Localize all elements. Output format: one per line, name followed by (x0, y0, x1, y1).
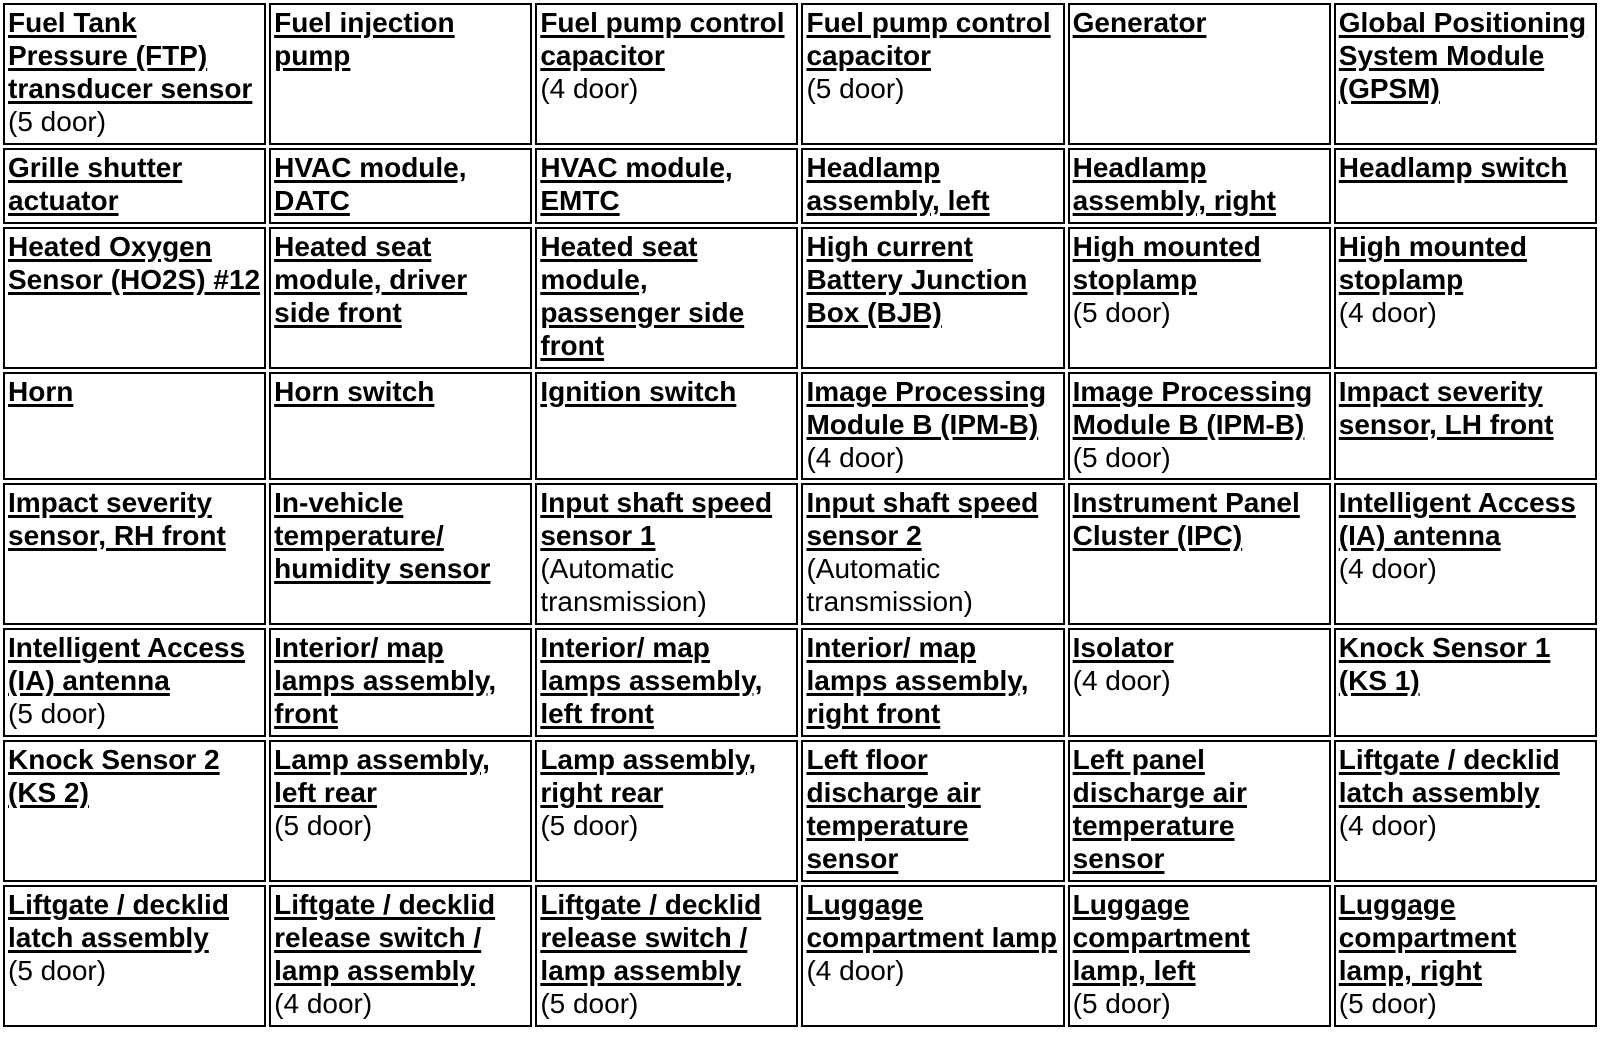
table-cell (269, 372, 532, 480)
component-link[interactable]: Luggage compartment lamp, right (1338, 889, 1517, 986)
component-link[interactable]: Generator (1072, 7, 1207, 38)
table-cell (801, 885, 1064, 1027)
component-link[interactable]: Ignition switch (540, 376, 737, 407)
component-link[interactable]: Liftgate / decklid release switch / lamp assembly (540, 889, 762, 986)
table-cell (3, 3, 266, 145)
component-note: (4 door) (1072, 665, 1171, 696)
table-cell (3, 483, 266, 625)
component-note: (4 door) (806, 955, 905, 986)
table-cell (801, 372, 1064, 480)
component-link[interactable]: Liftgate / decklid release switch / lamp assembly (274, 889, 496, 986)
component-note: (5 door) (1072, 988, 1171, 1019)
component-link[interactable]: Left floor discharge air temperature sensor (806, 744, 981, 874)
component-link[interactable]: High mounted stoplamp (1338, 231, 1527, 295)
component-link[interactable]: Fuel injection pump (274, 7, 455, 71)
table-cell (801, 3, 1064, 145)
table-cell (535, 885, 798, 1027)
component-link[interactable]: Headlamp assembly, right (1072, 152, 1276, 216)
table-cell (1068, 628, 1331, 737)
component-note: (5 door) (274, 810, 373, 841)
table-cell (1334, 483, 1597, 625)
component-link[interactable]: Isolator (1072, 632, 1174, 663)
table-cell (269, 148, 532, 224)
component-link[interactable]: Heated seat module, driver side front (274, 231, 468, 328)
component-link[interactable]: Luggage compartment lamp, left (1072, 889, 1250, 986)
table-cell (269, 885, 532, 1027)
component-link[interactable]: Lamp assembly, left rear (274, 744, 490, 808)
table-cell (3, 628, 266, 737)
component-note: (4 door) (274, 988, 373, 1019)
component-link[interactable]: Left panel discharge air temperature sensor (1072, 744, 1247, 874)
table-cell (269, 3, 532, 145)
component-link[interactable]: Image Processing Module B (IPM-B) (806, 376, 1047, 440)
component-link[interactable]: Impact severity sensor, LH front (1338, 376, 1554, 440)
component-note: (5 door) (540, 988, 639, 1019)
component-note: (4 door) (1338, 810, 1437, 841)
component-link[interactable]: Input shaft speed sensor 2 (806, 487, 1039, 551)
component-note: (5 door) (540, 810, 639, 841)
component-link[interactable]: High mounted stoplamp (1072, 231, 1261, 295)
component-note: (5 door) (1072, 297, 1171, 328)
component-link[interactable]: Fuel Tank Pressure (FTP) transducer sensor (8, 7, 253, 104)
component-link[interactable]: Knock Sensor 2 (KS 2) (8, 744, 220, 808)
table-cell (801, 740, 1064, 882)
component-link[interactable]: Fuel pump control capacitor (540, 7, 785, 71)
table-cell (269, 740, 532, 882)
table-cell (535, 3, 798, 145)
component-link[interactable]: Intelligent Access (IA) antenna (8, 632, 246, 696)
table-cell (3, 227, 266, 369)
table-cell (1334, 227, 1597, 369)
component-link[interactable]: Heated Oxygen Sensor (HO2S) #12 (8, 231, 261, 295)
component-link[interactable]: Liftgate / decklid latch assembly (1338, 744, 1560, 808)
component-note: (5 door) (8, 698, 107, 729)
table-cell (3, 372, 266, 480)
component-link[interactable]: Interior/ map lamps assembly, front (274, 632, 497, 729)
table-cell (3, 885, 266, 1027)
table-cell (801, 628, 1064, 737)
table-row (3, 227, 1597, 369)
component-link[interactable]: Grille shutter actuator (8, 152, 183, 216)
table-cell (1068, 227, 1331, 369)
component-link[interactable]: Input shaft speed sensor 1 (540, 487, 773, 551)
table-cell (1334, 148, 1597, 224)
table-cell (1068, 483, 1331, 625)
component-link[interactable]: Lamp assembly, right rear (540, 744, 757, 808)
table-row (3, 372, 1597, 480)
table-cell (1334, 3, 1597, 145)
component-link[interactable]: Headlamp switch (1338, 152, 1568, 183)
component-link[interactable]: Image Processing Module B (IPM-B) (1072, 376, 1313, 440)
component-note: (5 door) (806, 73, 905, 104)
table-cell (3, 148, 266, 224)
table-cell (1334, 372, 1597, 480)
component-note: (5 door) (1338, 988, 1437, 1019)
table-cell (535, 628, 798, 737)
table-cell (1068, 885, 1331, 1027)
component-link[interactable]: Horn (8, 376, 74, 407)
table-row (3, 148, 1597, 224)
table-cell (801, 148, 1064, 224)
table-row (3, 483, 1597, 625)
table-cell (535, 148, 798, 224)
component-link[interactable]: Instrument Panel Cluster (IPC) (1072, 487, 1300, 551)
table-cell (1334, 628, 1597, 737)
component-link[interactable]: HVAC module, DATC (274, 152, 467, 216)
component-note: (4 door) (806, 442, 905, 473)
table-cell (269, 628, 532, 737)
component-link[interactable]: Fuel pump control capacitor (806, 7, 1051, 71)
component-link[interactable]: High current Battery Junction Box (BJB) (806, 231, 1028, 328)
component-note: (4 door) (1338, 553, 1437, 584)
table-cell (535, 740, 798, 882)
component-note: (5 door) (8, 955, 107, 986)
table-cell (535, 227, 798, 369)
component-note: (Automatic transmission) (806, 553, 973, 617)
table-cell (1334, 740, 1597, 882)
table-cell (269, 483, 532, 625)
component-note: (Automatic transmission) (540, 553, 707, 617)
table-row (3, 885, 1597, 1027)
table-cell (3, 740, 266, 882)
component-note: (4 door) (1338, 297, 1437, 328)
table-row (3, 628, 1597, 737)
component-note: (4 door) (540, 73, 639, 104)
table-cell (1068, 740, 1331, 882)
table-cell (1334, 885, 1597, 1027)
component-link[interactable]: Interior/ map lamps assembly, right front (806, 632, 1029, 729)
component-link[interactable]: Headlamp assembly, left (806, 152, 990, 216)
component-link[interactable]: Horn switch (274, 376, 435, 407)
table-cell (535, 372, 798, 480)
component-link[interactable]: Knock Sensor 1 (KS 1) (1338, 632, 1551, 696)
component-link[interactable]: Intelligent Access (IA) antenna (1338, 487, 1576, 551)
component-link[interactable]: Luggage compartment lamp (806, 889, 1057, 953)
table-cell (269, 227, 532, 369)
table-cell (1068, 148, 1331, 224)
component-note: (5 door) (8, 106, 107, 137)
component-link[interactable]: In-vehicle temperature/ humidity sensor (274, 487, 491, 584)
table-cell (801, 227, 1064, 369)
table-cell (535, 483, 798, 625)
table-row (3, 3, 1597, 145)
component-table-body (3, 3, 1597, 1027)
table-cell (801, 483, 1064, 625)
component-link[interactable]: Heated seat module, passenger side front (540, 231, 745, 361)
component-link[interactable]: HVAC module, EMTC (540, 152, 733, 216)
table-cell (1068, 3, 1331, 145)
table-row (3, 740, 1597, 882)
component-link[interactable]: Global Positioning System Module (GPSM) (1338, 7, 1587, 104)
component-link[interactable]: Interior/ map lamps assembly, left front (540, 632, 763, 729)
component-note: (5 door) (1072, 442, 1171, 473)
component-link[interactable]: Liftgate / decklid latch assembly (8, 889, 229, 953)
component-link[interactable]: Impact severity sensor, RH front (8, 487, 226, 551)
table-cell (1068, 372, 1331, 480)
